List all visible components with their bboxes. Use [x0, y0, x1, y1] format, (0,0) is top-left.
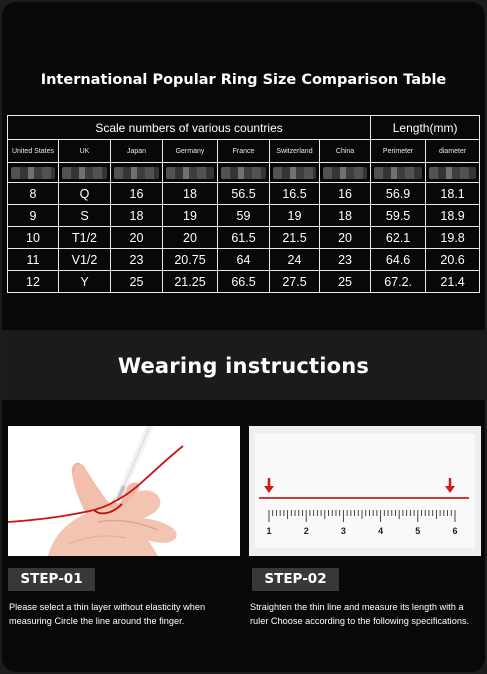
table-cell: V1/2 [59, 249, 111, 271]
table-cell: 18 [320, 205, 371, 227]
table-cell: 20 [111, 227, 163, 249]
blurred-row [8, 163, 480, 183]
table-cell: 21.5 [270, 227, 320, 249]
table-cell: 21.25 [163, 271, 218, 293]
column-header: Germany [163, 140, 218, 163]
table-cell: 20 [163, 227, 218, 249]
table-cell: 59 [218, 205, 270, 227]
table-cell: 25 [320, 271, 371, 293]
ruler-illustration [249, 426, 481, 556]
blurred-cell [163, 163, 218, 183]
hand-measuring-illustration [8, 426, 240, 556]
table-cell: S [59, 205, 111, 227]
page-title: International Popular Ring Size Comparison Table [40, 72, 447, 88]
step-02-image [249, 426, 481, 556]
table-cell: 56.5 [218, 183, 270, 205]
table-cell: 61.5 [218, 227, 270, 249]
column-header: UK [59, 140, 111, 163]
table-cell: 20.6 [426, 249, 480, 271]
ruler-label: 3 [340, 526, 346, 536]
blurred-cell [320, 163, 371, 183]
table-cell: 66.5 [218, 271, 270, 293]
table-cell: 64.6 [371, 249, 426, 271]
column-header: France [218, 140, 270, 163]
page [2, 2, 485, 672]
blurred-content [11, 167, 55, 179]
table-cell: 19 [163, 205, 218, 227]
table-cell: 20 [320, 227, 371, 249]
table-row [8, 183, 480, 205]
table-cell: 18.1 [426, 183, 480, 205]
table-cell: 8 [8, 183, 59, 205]
table-cell: 9 [8, 205, 59, 227]
blurred-content [273, 167, 316, 179]
column-header: diameter [426, 140, 480, 163]
wearing-instructions-title: Wearing instructions [117, 354, 370, 378]
ruler-label: 6 [452, 526, 458, 536]
blurred-cell [111, 163, 163, 183]
blurred-cell [270, 163, 320, 183]
table-cell: 56.9 [371, 183, 426, 205]
table-cell: 25 [111, 271, 163, 293]
step-02-label: STEP-02 [252, 568, 339, 591]
table-cell: 59.5 [371, 205, 426, 227]
table-cell: 20.75 [163, 249, 218, 271]
table-cell: 10 [8, 227, 59, 249]
table-cell: 23 [111, 249, 163, 271]
blurred-content [429, 167, 476, 179]
column-header: Perimeter [371, 140, 426, 163]
table-cell: 18 [163, 183, 218, 205]
blurred-content [221, 167, 266, 179]
table-cell: 67.2. [371, 271, 426, 293]
blurred-cell [371, 163, 426, 183]
table-cell: 64 [218, 249, 270, 271]
table-cell: 62.1 [371, 227, 426, 249]
table-row [8, 205, 480, 227]
table-cell: 16.5 [270, 183, 320, 205]
blurred-content [374, 167, 422, 179]
ring-size-table [7, 115, 480, 293]
table-cell: 18.9 [426, 205, 480, 227]
table-cell: Q [59, 183, 111, 205]
blurred-cell [218, 163, 270, 183]
blurred-cell [8, 163, 59, 183]
step-02-text: Straighten the thin line and measure its length with a ruler Choose according to the following specifications. [250, 602, 470, 626]
table-cell: Y [59, 271, 111, 293]
table-row [8, 271, 480, 293]
step-01-label: STEP-01 [8, 568, 95, 591]
table-cell: 19 [270, 205, 320, 227]
group-header-countries: Scale numbers of various countries [8, 116, 371, 140]
group-header-length: Length(mm) [371, 116, 480, 140]
table-cell: 27.5 [270, 271, 320, 293]
table-cell: 24 [270, 249, 320, 271]
ruler-label: 5 [415, 526, 421, 536]
table-row [8, 249, 480, 271]
table-cell: 16 [320, 183, 371, 205]
table-cell: 18 [111, 205, 163, 227]
step-01-image [8, 426, 240, 556]
table-cell: 19.8 [426, 227, 480, 249]
ruler-label: 2 [303, 526, 309, 536]
table-row [8, 227, 480, 249]
table-cell: 16 [111, 183, 163, 205]
ruler-label: 1 [266, 526, 272, 536]
blurred-cell [59, 163, 111, 183]
column-header: Japan [111, 140, 163, 163]
table-cell: T1/2 [59, 227, 111, 249]
table-cell: 11 [8, 249, 59, 271]
step-01-text: Please select a thin layer without elasticity when measuring Circle the line around the finger. [9, 602, 206, 626]
table-cell: 23 [320, 249, 371, 271]
column-header: China [320, 140, 371, 163]
ruler-label: 4 [378, 526, 384, 536]
blurred-content [62, 167, 107, 179]
blurred-content [166, 167, 214, 179]
blurred-content [114, 167, 159, 179]
table-cell: 21.4 [426, 271, 480, 293]
column-header: Switzerland [270, 140, 320, 163]
blurred-content [323, 167, 367, 179]
column-header-row [8, 140, 480, 163]
blurred-cell [426, 163, 480, 183]
column-header: United States [8, 140, 59, 163]
table-cell: 12 [8, 271, 59, 293]
